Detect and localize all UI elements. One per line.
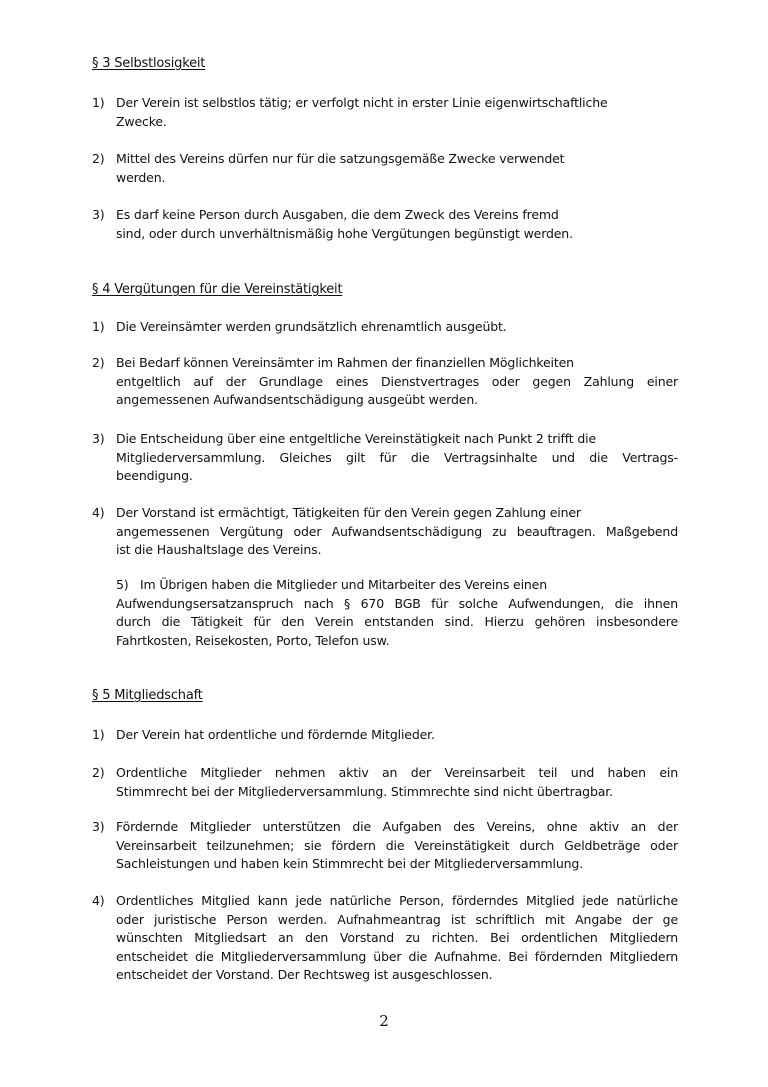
item-line: Im Übrigen haben die Mitglieder und Mitarbeiter des Vereins einen <box>140 577 547 592</box>
list-item <box>92 726 678 745</box>
item-line: Fördernde Mitglieder unterstützen die Aufgaben des Vereins, ohne aktiv an der <box>116 819 678 834</box>
section-heading: § 5 Mitgliedschaft <box>92 688 203 703</box>
item-line: Mitgliederversammlung. Gleiches gilt für die Vertragsinhalte und die Vertrags- <box>116 449 678 465</box>
section-heading: § 4 Vergütungen für die Vereinstätigkeit <box>92 282 343 297</box>
item-line: Sachleistungen und haben kein Stimmrecht bei der Mitgliederversammlung. <box>116 856 584 871</box>
item-number: 1) <box>92 727 105 742</box>
item-line: Fahrtkosten, Reisekosten, Porto, Telefon usw. <box>116 632 390 648</box>
item-line: sind, oder durch unverhältnismäßig hohe Vergütungen begünstigt werden. <box>116 225 573 241</box>
item-line: Ordentliches Mitglied kann jede natürliche Person, förderndes Mitglied jede natürliche <box>116 893 678 908</box>
item-number: 2) <box>92 355 105 370</box>
item-line: entgeltlich auf der Grundlage eines Dienstvertrages oder gegen Zahlung einer <box>116 373 678 389</box>
item-number: 4) <box>92 893 105 908</box>
item-number: 5) <box>116 577 129 592</box>
list-item <box>92 892 678 985</box>
item-line: Ordentliche Mitglieder nehmen aktiv an der Vereinsarbeit teil und haben ein <box>116 765 678 780</box>
item-line: Die Entscheidung über eine entgeltliche Vereinstätigkeit nach Punkt 2 trifft die <box>116 431 597 446</box>
list-item <box>92 318 678 337</box>
item-number: 1) <box>92 319 105 334</box>
item-line: werden. <box>116 169 166 185</box>
page-number: 2 <box>379 1012 389 1030</box>
item-line: Zwecke. <box>116 113 167 129</box>
list-item <box>92 150 678 187</box>
item-line: wünschten Mitgliedsart an den Vorstand zu richten. Bei ordentlichen Mitgliedern <box>116 930 678 945</box>
list-item <box>92 576 678 650</box>
list-item <box>92 430 678 486</box>
item-line: Stimmrecht bei der Mitgliederversammlung. Stimmrechte sind nicht übertragbar. <box>116 783 613 799</box>
item-line: Aufwendungsersatzanspruch nach § 670 BGB für solche Aufwendungen, die ihnen <box>116 595 678 611</box>
item-number: 2) <box>92 151 105 166</box>
item-line: angemessenen Aufwandsentschädigung ausgeübt werden. <box>116 392 478 407</box>
list-item <box>92 504 678 560</box>
list-item <box>92 206 678 243</box>
item-line: Der Verein hat ordentliche und fördernde Mitglieder. <box>116 727 435 742</box>
item-line: Der Vorstand ist ermächtigt, Tätigkeiten für den Verein gegen Zahlung einer <box>116 505 581 520</box>
item-number: 1) <box>92 95 105 110</box>
item-line: beendigung. <box>116 468 193 483</box>
item-line: Der Verein ist selbstlos tätig; er verfolgt nicht in erster Linie eigenwirtschaftliche <box>116 95 608 110</box>
list-item <box>92 818 678 874</box>
item-number: 3) <box>92 431 105 446</box>
item-line: Es darf keine Person durch Ausgaben, die dem Zweck des Vereins fremd <box>116 207 559 222</box>
list-item <box>92 94 678 131</box>
list-item <box>92 354 678 410</box>
item-line: entscheidet die Mitgliederversammlung über die Aufnahme. Bei fördernden Mitgliedern <box>116 948 678 964</box>
section-heading: § 3 Selbstlosigkeit <box>92 56 206 71</box>
item-number: 3) <box>92 819 105 834</box>
item-line: Bei Bedarf können Vereinsämter im Rahmen der finanziellen Möglichkeiten <box>116 355 574 370</box>
item-line: entscheidet der Vorstand. Der Rechtsweg ist ausgeschlossen. <box>116 967 493 982</box>
item-number: 4) <box>92 505 105 520</box>
list-item <box>92 764 678 801</box>
item-line: Die Vereinsämter werden grundsätzlich ehrenamtlich ausgeübt. <box>116 319 507 334</box>
item-line: durch die Tätigkeit für den Verein entstanden sind. Hierzu gehören insbesondere <box>116 614 678 629</box>
item-line: oder juristische Person werden. Aufnahmeantrag ist schriftlich mit Angabe der ge <box>116 911 678 927</box>
item-line: ist die Haushaltslage des Vereins. <box>116 542 322 557</box>
item-line: angemessenen Vergütung oder Aufwandsentschädigung zu beauftragen. Maßgebend <box>116 523 678 539</box>
item-line: Mittel des Vereins dürfen nur für die satzungsgemäße Zwecke verwendet <box>116 151 565 166</box>
item-line: Vereinsarbeit teilzunehmen; sie fördern die Vereinstätigkeit durch Geldbeträge oder <box>116 837 678 853</box>
item-number: 3) <box>92 207 105 222</box>
item-number: 2) <box>92 765 105 780</box>
